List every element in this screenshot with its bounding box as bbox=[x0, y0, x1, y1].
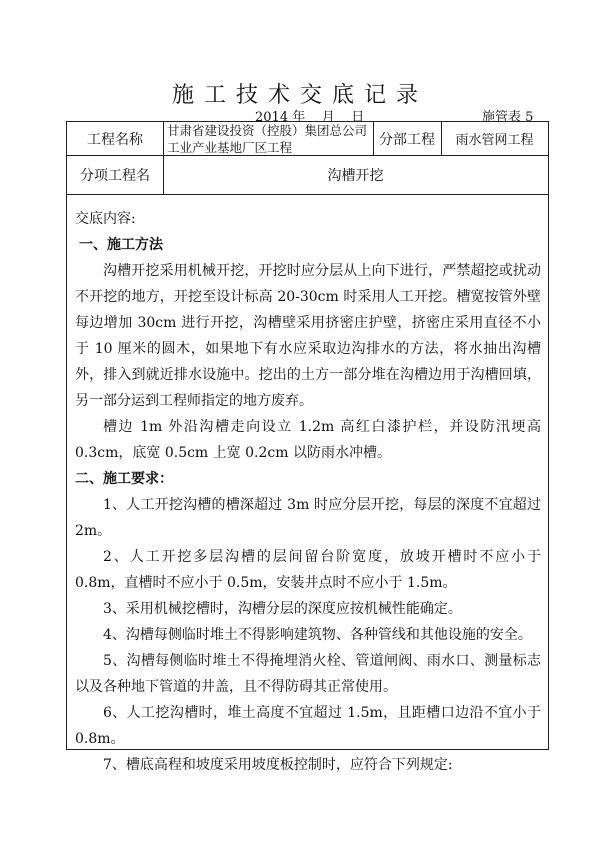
content-label: 交底内容: bbox=[75, 211, 136, 227]
list-item: 5、沟槽每侧临时堆土不得掩埋消火栓、管道闸阀、雨水口、测量标志以及各种地下管道的井盖，且不得防碍其正常使用。 bbox=[75, 653, 541, 695]
list-item: 6、人工挖沟槽时，堆土高度不宜超过 1.5m，且距槽口边沿不宜小于 0.8m。 bbox=[75, 705, 541, 747]
sub-project-value: 雨水管网工程 bbox=[455, 133, 534, 148]
list-item: 2、人工开挖多层沟槽的层间留台阶宽度，放坡开槽时不应小于 0.8m，直槽时不应小于 0.5m，安装井点时不应小于 1.5m。 bbox=[75, 549, 541, 591]
item-value: 沟槽开挖 bbox=[327, 167, 384, 184]
date-line: 2014 年 月 日 bbox=[255, 110, 365, 125]
sub-project-label: 分部工程 bbox=[379, 131, 435, 148]
list-item: 3、采用机械挖槽时，沟槽分层的深度应按机械性能确定。 bbox=[103, 601, 462, 617]
section-heading: 二、施工要求： bbox=[75, 471, 173, 487]
paragraph: 沟槽开挖采用机械开挖，开挖时应分层从上向下进行，严禁超挖或扰动不开挖的地方，开挖至设计标高 20-30cm 时采用人工开挖。槽宽按管外壁每边增加 30cm 进行开挖，沟槽壁采用挤密庄护壁，挤密庄采用直径不小于 10 厘米的圆木，如果地下有水应采取边沟排水的方法，将水抽出沟槽外，排入到就近排水设施中。挖出的土方一部分堆在沟槽边用于沟槽回填，另一部分运到工程师指定的地方废弃。 bbox=[75, 263, 541, 409]
list-item: 4、沟槽每侧临时堆土不得影响建筑物、各种管线和其他设施的安全。 bbox=[103, 627, 532, 643]
disclosure-content bbox=[75, 206, 541, 778]
paragraph: 槽边 1m 外沿沟槽走向设立 1.2m 高红白漆护栏，并设防汛埂高 0.3cm，底宽 0.5cm 上宽 0.2cm 以防雨水冲槽。 bbox=[75, 419, 541, 461]
item-label: 分项工程名 bbox=[80, 167, 150, 184]
project-name-value: 甘肃省建设投资（控股）集团总公司工业产业基地厂区工程 bbox=[167, 122, 368, 155]
form-code: 施管表 5 bbox=[482, 110, 534, 125]
section-heading: 一、施工方法 bbox=[79, 237, 163, 253]
record-table bbox=[66, 121, 549, 773]
list-item: 7、槽底高程和坡度采用坡度板控制时，应符合下列规定: bbox=[103, 757, 453, 773]
project-name-label: 工程名称 bbox=[87, 131, 143, 148]
document-title: 施工技术交底记录 bbox=[171, 83, 428, 108]
list-item: 1、人工开挖沟槽的槽深超过 3m 时应分层开挖，每层的深度不宜超过 2m。 bbox=[75, 497, 541, 539]
row-divider bbox=[67, 194, 548, 195]
